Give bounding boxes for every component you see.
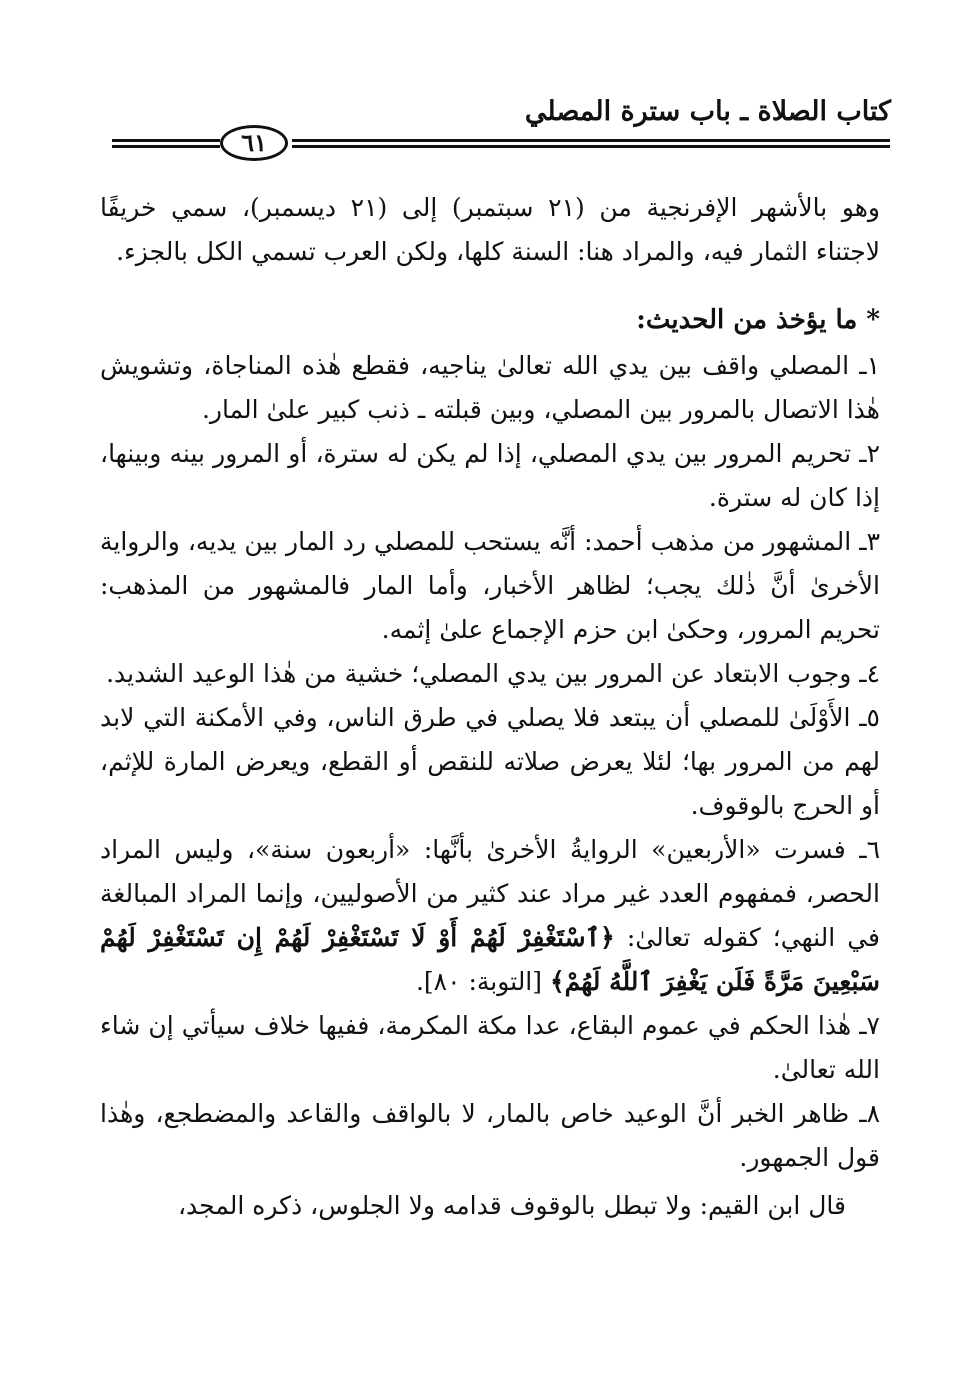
item-text: تحريم المرور بين يدي المصلي، إذا لم يكن له سترة، أو المرور بينه وبينها، إذا كان له سترة. bbox=[100, 439, 880, 512]
item-number: ٣ـ bbox=[859, 527, 881, 556]
list-item bbox=[100, 828, 880, 1004]
intro-line-1: وهو بالأشهر الإفرنجية من (٢١ سبتمبر) إلى (٢١ ديسمبر)، سمي خريفًا bbox=[100, 193, 881, 222]
item-number: ٤ـ bbox=[859, 659, 880, 688]
list-item bbox=[100, 696, 880, 828]
header-rule-left-2 bbox=[112, 145, 220, 148]
closing-paragraph: قال ابن القيم: ولا تبطل بالوقوف قدامه ولا الجلوس، ذكره المجد، bbox=[177, 1191, 846, 1220]
item-text: المصلي واقف بين يدي الله تعالىٰ يناجيه، فقطع هٰذه المناجاة، وتشويش هٰذا الاتصال بالمرور بين المصلي، وبين قبلته ـ ذنب كبير علىٰ المار. bbox=[100, 351, 880, 424]
body-text bbox=[100, 186, 880, 1228]
list-item bbox=[100, 1004, 880, 1092]
list-item bbox=[100, 344, 880, 432]
item-number: ٥ـ bbox=[859, 703, 880, 732]
section-heading: * ما يؤخذ من الحديث: bbox=[636, 305, 880, 335]
intro-line-2: لاجتناء الثمار فيه، والمراد هنا: السنة كلها، ولكن العرب تسمي الكل بالجزء. bbox=[116, 237, 880, 266]
item-text: المشهور من مذهب أحمد: أنَّه يستحب للمصلي رد المار بين يديه، والرواية الأخرىٰ أنَّ ذٰلك يجب؛ لظاهر الأخبار، وأما المار فالمشهور من المذهب: تحريم المرور، وحكىٰ ابن حزم الإجماع علىٰ إثمه. bbox=[100, 527, 880, 644]
quran-verse: ﴿ٱسْتَغْفِرْ لَهُمْ أَوْ لَا تَسْتَغْفِرْ لَهُمْ إِن تَسْتَغْفِرْ لَهُمْ سَبْعِينَ مَرَّةً فَلَن يَغْفِرَ ٱللَّهُ لَهُمْ﴾ bbox=[100, 923, 880, 996]
header-rule-thick bbox=[292, 139, 890, 142]
running-title: كتاب الصلاة ـ باب سترة المصلي bbox=[524, 96, 891, 127]
header-rule-left bbox=[112, 139, 220, 142]
item-text: هٰذا الحكم في عموم البقاع، عدا مكة المكرمة، ففيها خلاف سيأتي إن شاء الله تعالىٰ. bbox=[100, 1011, 880, 1084]
item-text: ظاهر الخبر أنَّ الوعيد خاص بالمار، لا بالواقف والقاعد والمضطجع، وهٰذا قول الجمهور. bbox=[100, 1099, 880, 1172]
verse-citation: [التوبة: ٨٠]. bbox=[415, 967, 543, 996]
list-item bbox=[100, 652, 880, 696]
item-number: ٢ـ bbox=[859, 439, 881, 468]
item-text: الأَوْلَىٰ للمصلي أن يبتعد فلا يصلي في طرق الناس، وفي الأمكنة التي لابد لهم من المرور بها؛ لئلا يعرض صلاته للنقص أو القطع، ويعرض المارة للإثم، أو الحرج بالوقوف. bbox=[100, 703, 880, 820]
header-rule-thin bbox=[292, 145, 890, 148]
list-item bbox=[100, 432, 880, 520]
item-text: فسرت «الأربعين» الروايةُ الأخرىٰ بأنَّها: «أربعون سنة»، وليس المراد الحصر، فمفهوم العدد غير مراد عند كثير من الأصوليين، وإنما المراد المبالغة في النهي؛ كقوله تعالىٰ: bbox=[100, 835, 880, 952]
list-item bbox=[100, 520, 880, 652]
item-number: ٨ـ bbox=[859, 1099, 880, 1128]
item-number: ١ـ bbox=[859, 351, 880, 380]
item-number: ٦ـ bbox=[859, 835, 880, 864]
intro-paragraph bbox=[100, 186, 880, 274]
item-text: وجوب الابتعاد عن المرور بين يدي المصلي؛ خشية من هٰذا الوعيد الشديد. bbox=[106, 659, 852, 688]
page-number: ٦١ bbox=[220, 125, 288, 161]
item-number: ٧ـ bbox=[859, 1011, 880, 1040]
list-item bbox=[100, 1092, 880, 1180]
